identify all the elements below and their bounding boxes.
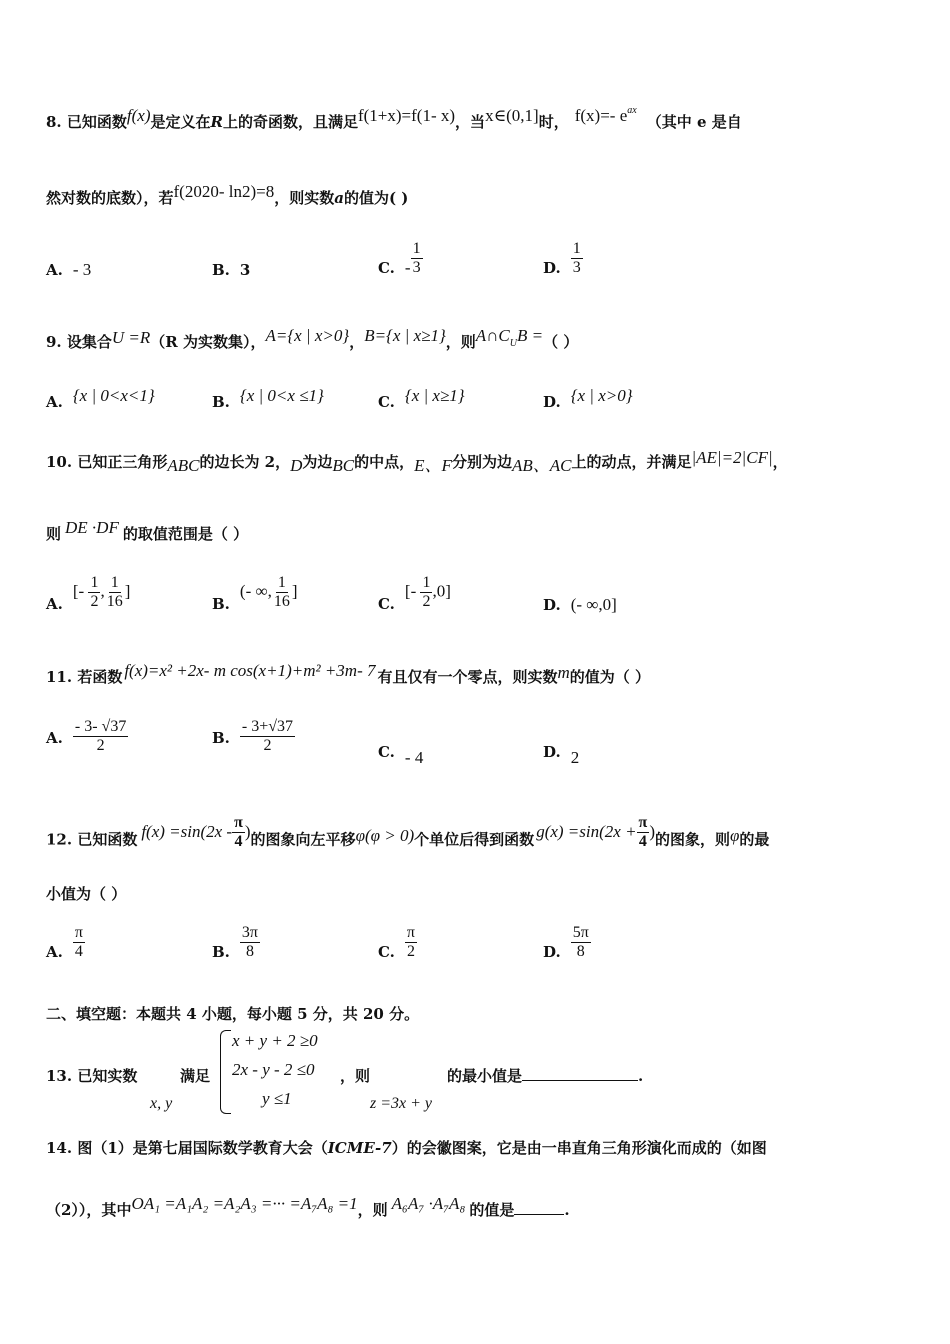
q12-option-b[interactable]: B. $\frac{3\pi}{8}$: [212, 924, 258, 961]
q8-option-c[interactable]: C. - $\frac{1}{3}$: [378, 240, 421, 277]
q10-option-a[interactable]: A.[- $\frac{1}{2}$ , $\frac{1}{16}$ ]: [46, 574, 131, 613]
q8-option-b[interactable]: B. 3: [212, 261, 251, 279]
q8-condition: f(1+x)=f(1- x): [357, 106, 456, 125]
q8-R: R: [210, 113, 223, 131]
q10-option-b[interactable]: B.(- ∞, $\frac{1}{16}$ ]: [212, 574, 298, 613]
q8-text-8: 的值为( ): [343, 189, 409, 207]
q14-product: A₆A₇ ·A₇A₈: [391, 1194, 466, 1213]
q8-interval: x∈(0,1]: [485, 106, 539, 125]
q9-expr: A∩C: [475, 326, 510, 345]
q13-constraint-1: x + y + 2 ≥0: [232, 1031, 318, 1050]
q12-option-d[interactable]: D. $\frac{5\pi}{8}$: [543, 924, 589, 961]
q14-answer-blank[interactable]: [514, 1214, 564, 1215]
q11-function: f(x)=x² +2x- m cos(x+1)+m² +3m- 7: [124, 661, 376, 680]
q11-line: 11. 若函数 f(x)=x² +2x- m cos(x+1)+m² +3m- 7 有且仅有一个零点，则实数m的值为（ ）: [46, 661, 651, 686]
q10-line2: 则 DE ·DF 的取值范围是（ ）: [46, 518, 249, 543]
q8-line2: [46, 182, 409, 208]
q13-constraint-2: 2x - y - 2 ≤0: [232, 1060, 315, 1079]
q12-option-a[interactable]: A. $\frac{\pi}{4}$: [46, 924, 83, 961]
q11-option-c[interactable]: C. - 4: [378, 743, 424, 767]
q8-option-d[interactable]: D. $\frac{1}{3}$: [543, 240, 581, 277]
q13-question: 的最小值是 .: [447, 1067, 644, 1085]
q8-fx: f(x): [126, 106, 151, 125]
q12-line1: 12. 已知函数 f(x) =sin(2x - $\frac{\pi}{4}$ )的图象向左平移φ(φ > 0)个单位后得到函数 g(x) =sin(2x + $\frac{\pi}{4}$ )的图象，则φ的最: [46, 814, 770, 850]
q11-option-a[interactable]: A. $\frac{- 3- √37}{2}$: [46, 718, 127, 754]
q13-constraint-3: y ≤1: [262, 1089, 292, 1108]
q13-prefix: 13. 已知实数: [46, 1067, 138, 1085]
q12-line2: 小值为（ ）: [46, 885, 127, 903]
q12-option-c[interactable]: C. $\frac{\pi}{2}$: [378, 924, 415, 961]
q8-text-5: （其中 e 是自: [646, 113, 742, 131]
q9-option-c[interactable]: C. {x | x≥1}: [378, 386, 465, 411]
q9-option-b[interactable]: B. {x | 0<x ≤1}: [212, 386, 324, 411]
q13-objective: z =3x + y: [370, 1095, 433, 1112]
q13-then: ，则: [340, 1067, 371, 1085]
q10-option-c[interactable]: C.[- $\frac{1}{2}$ ,0]: [378, 574, 451, 613]
q14-line1: 14. 图（1）是第七届国际数学教育大会（ICME-7）的会徽图案，它是由一串直角三角形演化而成的（如图: [46, 1139, 767, 1157]
q8-text-3: ，当: [455, 113, 486, 131]
q8-text-2: 上的奇函数，且满足: [222, 113, 358, 131]
q9-set-A: A={x | x>0}: [265, 326, 350, 345]
q8-number-text: 8. 已知函数: [46, 113, 127, 131]
q10-option-d[interactable]: D. (- ∞,0]: [543, 595, 617, 614]
q8-given: f(2020- ln2)=8: [173, 182, 275, 201]
q8-line1: [46, 105, 742, 135]
q9-option-a[interactable]: A. {x | 0<x<1}: [46, 386, 155, 411]
q10-line1: 10. 已知正三角形ABC的边长为 2，D为边BC的中点，E、F分别为边AB、AC上的动点，并满足|AE|=2|CF|，: [46, 448, 788, 475]
q13-answer-blank[interactable]: [522, 1080, 638, 1081]
q11-option-b[interactable]: B. $\frac{- 3+√37}{2}$: [212, 718, 294, 754]
q10-dot-product: DE ·DF: [65, 518, 119, 537]
q8-text-1: 是定义在: [150, 113, 211, 131]
q8-option-a[interactable]: A. - 3: [46, 260, 92, 279]
q8-text-7: ，则实数: [274, 189, 335, 207]
q9-set-B: B={x | x≥1}: [364, 326, 446, 345]
q8-text-4: 时，: [538, 113, 569, 131]
section-2-heading: 二、填空题：本题共 4 小题，每小题 5 分，共 20 分。: [46, 1005, 420, 1023]
q10-condition: |AE|=2|CF|: [691, 448, 773, 467]
q13-system-brace: [220, 1030, 231, 1114]
q9-U: U =R: [111, 328, 151, 347]
q9-line: 9. 设集合U =R（R 为实数集），A={x | x>0}，B={x | x≥1}，则A∩CUB =（ ）: [46, 326, 579, 351]
q14-line2: （2）），其中OA₁ =A₁A₂ =A₂A₃ =··· =A₇A₈ =1，则 A₆A₇ ·A₇A₈ 的值是 .: [46, 1194, 570, 1219]
q13-vars: x, y: [150, 1095, 173, 1112]
q8-text-6: 然对数的底数），若: [46, 189, 174, 207]
q9-option-d[interactable]: D. {x | x>0}: [543, 386, 633, 411]
q8-a: a: [334, 189, 344, 207]
q8-fdef: f(x)=- e: [574, 106, 628, 125]
q8-exponent: ax: [627, 105, 637, 116]
q11-option-d[interactable]: D. 2: [543, 743, 580, 767]
q14-equation: OA₁ =A₁A₂ =A₂A₃ =··· =A₇A₈ =1: [131, 1194, 358, 1213]
q13-satisfy: 满足: [180, 1067, 211, 1085]
